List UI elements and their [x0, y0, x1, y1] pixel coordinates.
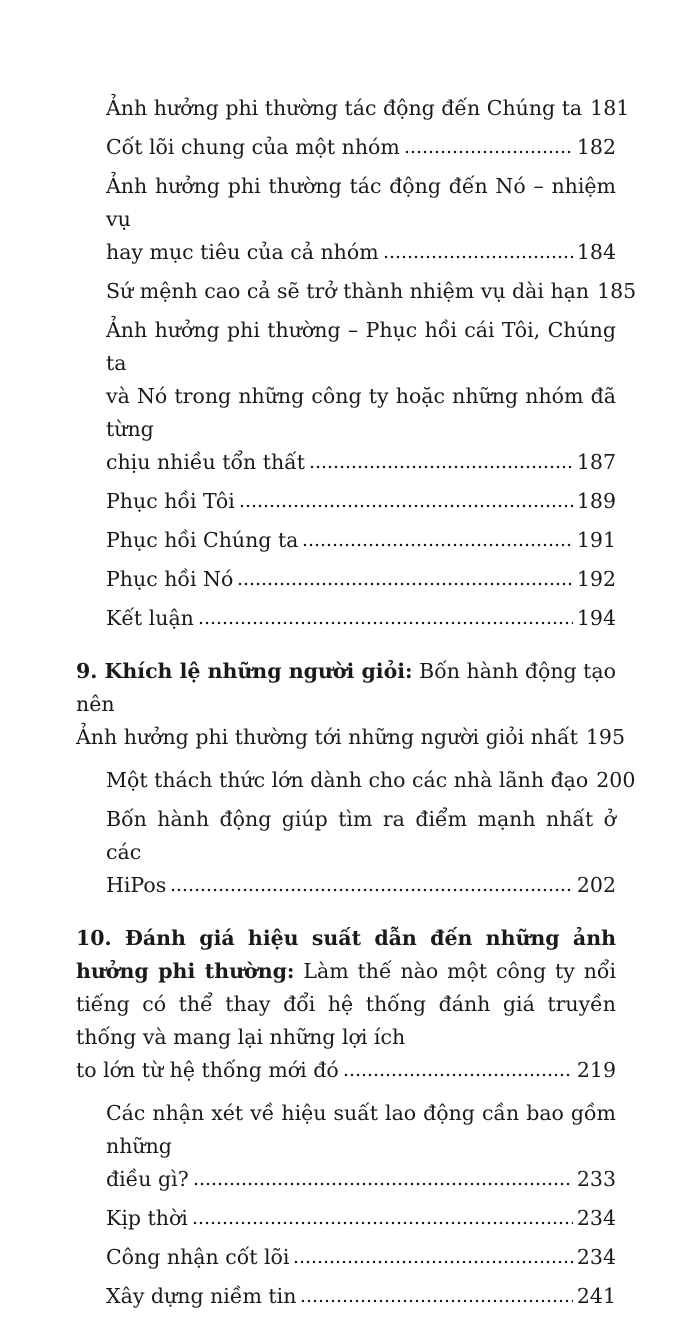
toc-leader-line [76, 1054, 616, 1087]
dot-leader [192, 1221, 573, 1225]
toc-subentry [76, 1202, 616, 1235]
toc-entry-text [76, 655, 616, 721]
toc-entry-line: Bốn hành động giúp tìm ra điểm mạnh nhất ở các [106, 807, 616, 864]
toc-subentry [76, 524, 616, 557]
toc-subentry [76, 764, 636, 797]
dot-leader [193, 1182, 573, 1186]
dot-leader [309, 465, 573, 469]
page-number: 182 [576, 135, 616, 159]
page-number: 234 [576, 1206, 616, 1230]
toc-leader-line [76, 721, 626, 754]
toc-entry-text [106, 803, 616, 869]
toc-leader-line [106, 131, 616, 164]
toc-subentry [76, 131, 616, 164]
toc-entry-title: Phục hồi Chúng ta [106, 528, 299, 552]
toc-leader-line [106, 446, 616, 479]
toc-subentry [76, 170, 616, 269]
toc-entry-title: Ảnh hưởng phi thường tác động đến Chúng ta [106, 96, 583, 120]
toc-entry-title: điều gì? [106, 1167, 189, 1191]
page-number: 219 [576, 1058, 616, 1082]
toc-chapter-entry [76, 655, 626, 754]
toc-entry-text [106, 170, 616, 236]
toc-subentry [76, 1280, 616, 1313]
page-number: 187 [576, 450, 616, 474]
toc-leader-line [106, 563, 616, 596]
page-number: 241 [576, 1284, 616, 1308]
toc-leader-line [106, 92, 630, 125]
page-number: 189 [576, 489, 616, 513]
toc-entry-line: Bốn hành động tạo nên [76, 659, 616, 716]
toc-entry-title: chịu nhiều tổn thất [106, 450, 305, 474]
toc-entry-title: Một thách thức lớn dành cho các nhà lãnh đạo [106, 768, 589, 792]
dot-leader [343, 1073, 573, 1077]
toc-entry-line: Ảnh hưởng phi thường tác động đến Nó – nhiệm vụ [106, 174, 616, 231]
toc-subentry [76, 314, 616, 479]
toc-entry-title: to lớn từ hệ thống mới đó [76, 1058, 339, 1082]
toc-leader-line [106, 1163, 616, 1196]
toc-chapter-entry [76, 922, 616, 1087]
toc-subentry [76, 275, 637, 308]
toc-entry-title: Sứ mệnh cao cả sẽ trở thành nhiệm vụ dài hạn [106, 279, 590, 303]
dot-leader [239, 504, 573, 508]
toc-entry-text [76, 922, 616, 1054]
chapter-heading: 9. Khích lệ những người giỏi: [76, 659, 413, 683]
toc-leader-line [106, 602, 616, 635]
toc-leader-line [106, 1280, 616, 1313]
toc-leader-line [106, 1202, 616, 1235]
page-number: 200 [596, 768, 636, 792]
toc-entry-title: Kịp thời [106, 1206, 188, 1230]
dot-leader [237, 582, 573, 586]
toc-leader-line [106, 236, 616, 269]
toc-entry-title: Cốt lõi chung của một nhóm [106, 135, 400, 159]
toc-leader-line [106, 869, 616, 902]
toc-entry-title: Công nhận cốt lõi [106, 1245, 290, 1269]
dot-leader [198, 621, 573, 625]
toc-entry-title: HiPos [106, 873, 167, 897]
toc-subentry [76, 563, 616, 596]
page-number: 194 [576, 606, 616, 630]
page-number: 181 [590, 96, 630, 120]
toc-leader-line [106, 485, 616, 518]
page-number: 192 [576, 567, 616, 591]
dot-leader [302, 543, 572, 547]
toc-subentry [76, 803, 616, 902]
toc-entry-title: hay mục tiêu của cả nhóm [106, 240, 379, 264]
toc-entry-title: Kết luận [106, 606, 194, 630]
page-number: 184 [576, 240, 616, 264]
toc-subentry [76, 1241, 616, 1274]
page-number: 191 [576, 528, 616, 552]
toc-entry-text [106, 1097, 616, 1163]
toc-entry-title: Phục hồi Tôi [106, 489, 235, 513]
toc-entry-text [106, 314, 616, 446]
page-number: 185 [597, 279, 637, 303]
dot-leader [170, 888, 573, 892]
page-number: 233 [576, 1167, 616, 1191]
chapter-heading: 10. Đánh giá hiệu suất dẫn đến những ảnh hưởng phi thường: [76, 926, 616, 983]
toc-subentry [76, 485, 616, 518]
dot-leader [383, 255, 573, 259]
toc-entry-line: Làm thế nào một công ty nổi tiếng có thể thay đổi hệ thống đánh giá truyền thống và mang lại những lợi ích [76, 959, 617, 1049]
dot-leader [293, 1260, 572, 1264]
toc-leader-line [106, 524, 616, 557]
toc-subentry [76, 602, 616, 635]
toc-entry-title: Xây dựng niềm tin [106, 1284, 297, 1308]
dot-leader [300, 1299, 572, 1303]
page-number: 202 [576, 873, 616, 897]
toc-leader-line [106, 275, 637, 308]
toc-subentry [76, 1097, 616, 1196]
dot-leader [404, 150, 573, 154]
toc-entry-line: Các nhận xét về hiệu suất lao động cần bao gồm những [106, 1101, 616, 1158]
toc-entry-title: Ảnh hưởng phi thường tới những người giỏi nhất [76, 725, 578, 749]
page-number: 195 [585, 725, 626, 749]
toc-subentry [76, 92, 630, 125]
toc-entry-title: Phục hồi Nó [106, 567, 234, 591]
toc-leader-line [106, 1241, 616, 1274]
table-of-contents [76, 92, 637, 1319]
toc-leader-line [106, 764, 636, 797]
page-number: 234 [576, 1245, 616, 1269]
toc-entry-line: và Nó trong những công ty hoặc những nhóm đã từng [106, 384, 616, 441]
toc-entry-line: Ảnh hưởng phi thường – Phục hồi cái Tôi, Chúng ta [106, 318, 616, 375]
